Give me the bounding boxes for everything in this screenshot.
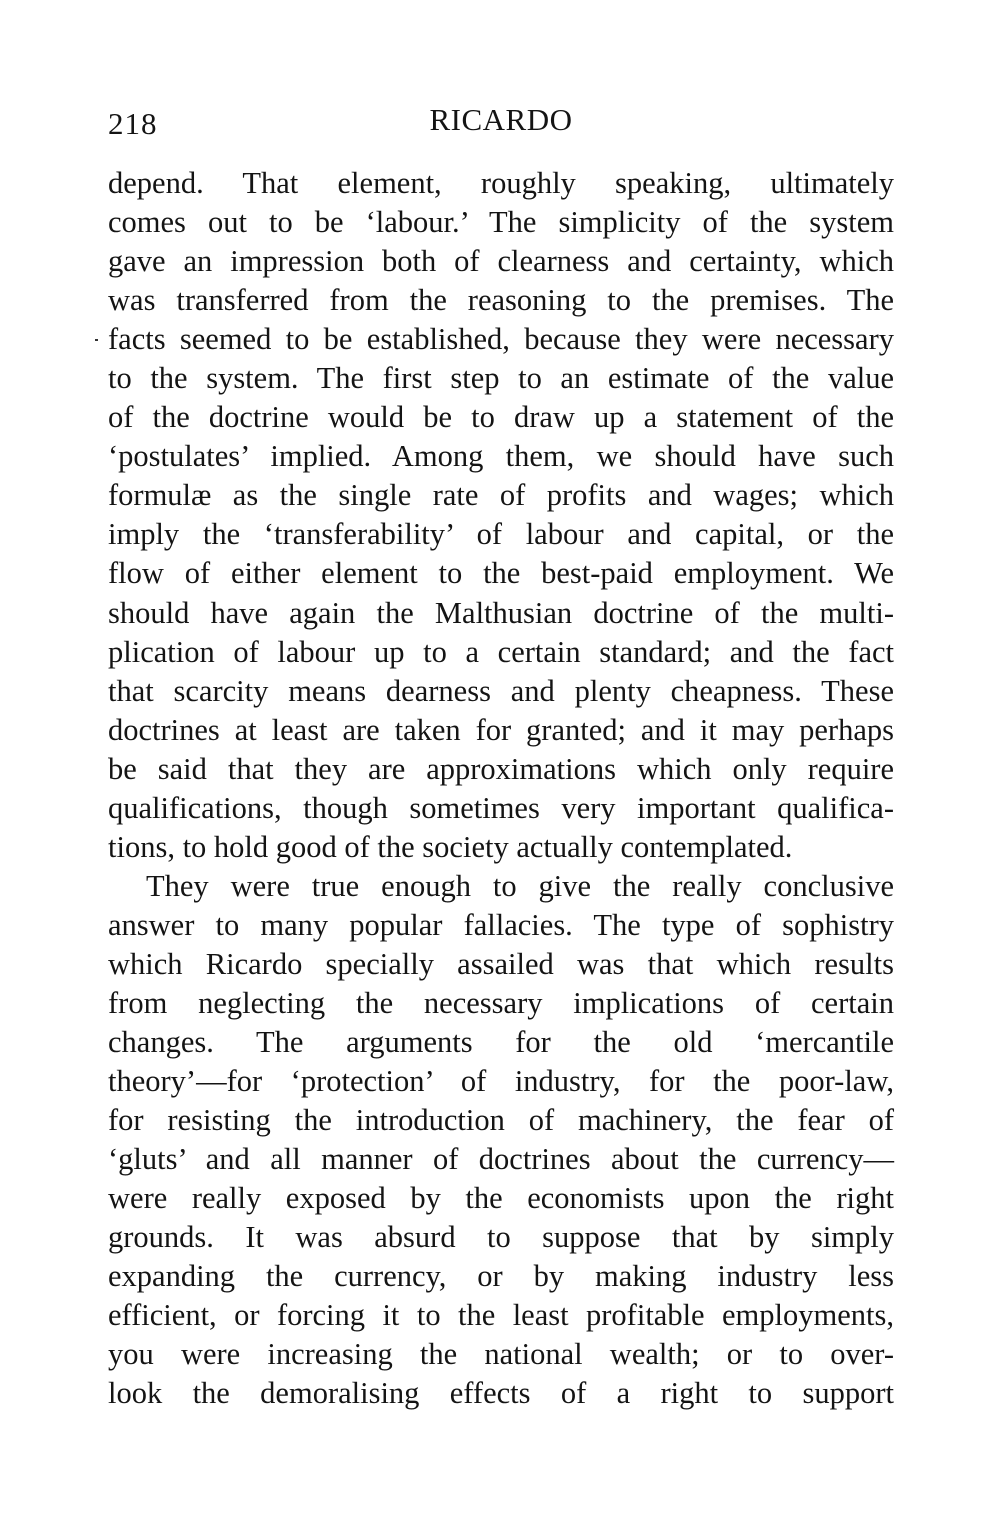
text-line: which Ricardo specially assailed was that which results xyxy=(108,946,894,981)
text-line: theory’—for ‘protection’ of industry, for the poor-law, xyxy=(108,1064,894,1099)
text-line: depend. That element, roughly speaking, ultimately xyxy=(108,166,894,200)
text-line: imply the ‘transferability’ of labour and capital, or the xyxy=(108,517,894,552)
text-line: look the demoralising effects of a right to support xyxy=(108,1376,894,1411)
text-line: tions, to hold good of the society actually contemplated. xyxy=(108,829,793,864)
text-line: you were increasing the national wealth; or to over- xyxy=(108,1337,894,1372)
text-line: should have again the Malthusian doctrine of the multi- xyxy=(108,595,894,630)
page-number: 218 xyxy=(108,106,158,141)
text-line: formulæ as the single rate of profits and wages; which xyxy=(108,478,894,513)
text-line: changes. The arguments for the old ‘mercantile xyxy=(108,1025,894,1060)
text-line: comes out to be ‘labour.’ The simplicity of the system xyxy=(108,205,894,240)
text-line: that scarcity means dearness and plenty cheapness. These xyxy=(108,673,894,708)
text-line: qualifications, though sometimes very important qualifica- xyxy=(108,790,894,825)
text-line: gave an impression both of clearness and certainty, which xyxy=(108,244,894,279)
running-head xyxy=(108,100,894,140)
text-line: of the doctrine would be to draw up a statement of the xyxy=(108,400,894,435)
text-line: ‘postulates’ implied. Among them, we should have such xyxy=(108,439,894,474)
text-line: from neglecting the necessary implications of certain xyxy=(108,985,894,1020)
text-line: be said that they are approximations which only require xyxy=(108,751,894,786)
text-line: for resisting the introduction of machinery, the fear of xyxy=(108,1103,894,1138)
text-line: were really exposed by the economists upon the right xyxy=(108,1181,894,1216)
text-line: expanding the currency, or by making industry less xyxy=(108,1259,894,1294)
text-line: efficient, or forcing it to the least profitable employments, xyxy=(108,1298,894,1333)
text-line: grounds. It was absurd to suppose that by simply xyxy=(108,1220,894,1255)
text-line: They were true enough to give the really conclusive xyxy=(146,868,894,903)
text-line: facts seemed to be established, because they were necessary xyxy=(108,322,894,357)
running-title: RICARDO xyxy=(429,102,573,137)
text-line: was transferred from the reasoning to the premises. The xyxy=(108,283,894,318)
text-line: answer to many popular fallacies. The type of sophistry xyxy=(108,907,894,942)
paragraph-1 xyxy=(108,164,894,867)
text-line: flow of either element to the best-paid employment. We xyxy=(108,556,894,591)
text-line: ‘gluts’ and all manner of doctrines about the currency— xyxy=(108,1142,894,1177)
text-line: doctrines at least are taken for granted; and it may perhaps xyxy=(108,712,894,747)
scan-artifact xyxy=(95,339,98,341)
text-line: plication of labour up to a certain standard; and the fact xyxy=(108,634,894,669)
paragraph-2 xyxy=(108,867,894,1414)
body-text xyxy=(108,164,894,1414)
text-line: to the system. The first step to an estimate of the value xyxy=(108,361,894,396)
